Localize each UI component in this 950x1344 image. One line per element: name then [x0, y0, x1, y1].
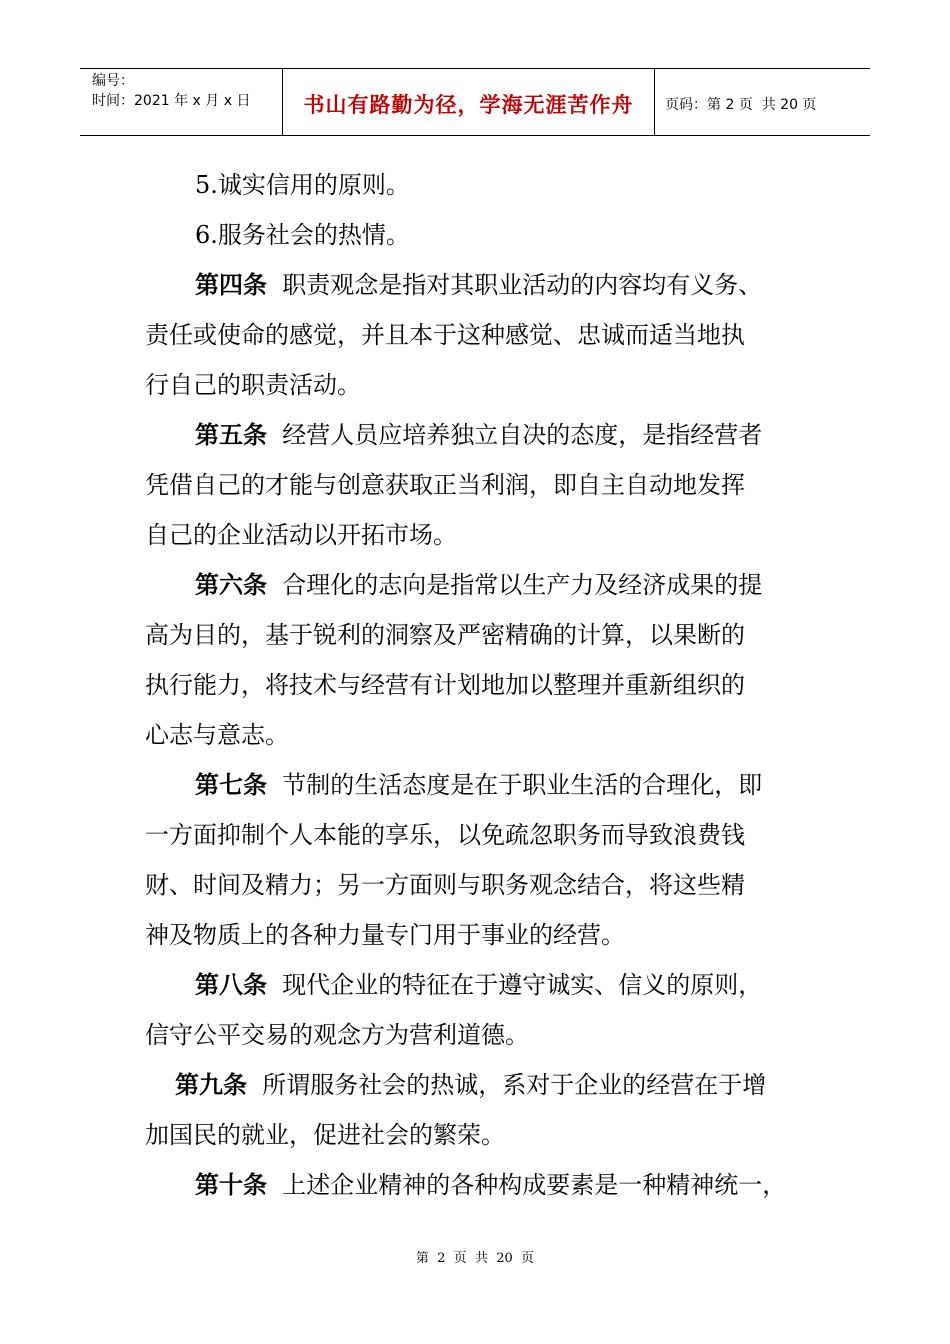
- article-6-line-2: 高为目的，基于锐利的洞察及严密精确的计算，以果断的: [145, 621, 745, 649]
- page-footer: 第 2 页 共 20 页: [415, 1251, 535, 1266]
- article-5-line-2: 凭借自己的才能与创意获取正当利润，即自主自动地发挥: [145, 471, 745, 499]
- article-8-title: 第八条: [195, 971, 267, 999]
- article-9-title: 第九条: [175, 1071, 247, 1099]
- header-motto-cell: [283, 69, 655, 135]
- article-4-title: 第四条: [195, 271, 267, 299]
- document-header: [80, 68, 870, 136]
- article-4-line-1: [195, 270, 762, 300]
- article-7-line-1: [195, 770, 762, 800]
- article-6-text-1: 合理化的志向是指常以生产力及经济成果的提: [267, 571, 763, 599]
- paragraph-item-5: 5.诚实信用的原则。: [195, 171, 410, 199]
- paragraph-item-6: 6.服务社会的热情。: [195, 221, 410, 249]
- header-page-label: 页码：第 2 页 共 20 页: [665, 97, 817, 113]
- article-6-title: 第六条: [195, 571, 267, 599]
- article-7-line-4: 神及物质上的各种力量专门用于事业的经营。: [145, 921, 625, 949]
- article-10-text-1: 上述企业精神的各种构成要素是一种精神统一，: [267, 1171, 787, 1199]
- header-page-cell: [655, 69, 870, 135]
- article-6-line-3: 执行能力，将技术与经营有计划地加以整理并重新组织的: [145, 671, 745, 699]
- article-5-text-1: 经营人员应培养独立自决的态度，是指经营者: [267, 421, 763, 449]
- document-number-label: 编号：: [92, 73, 134, 89]
- article-7-title: 第七条: [195, 771, 267, 799]
- article-8-line-2: 信守公平交易的观念方为营利道德。: [145, 1021, 529, 1049]
- article-9-line-1: [175, 1070, 766, 1100]
- article-9-line-2: 加国民的就业，促进社会的繁荣。: [145, 1121, 505, 1149]
- article-7-text-1: 节制的生活态度是在于职业生活的合理化，即: [267, 771, 763, 799]
- article-9-text-1: 所谓服务社会的热诚，系对于企业的经营在于增: [247, 1071, 767, 1099]
- header-meta-cell: [80, 69, 283, 135]
- article-4-text-1: 职责观念是指对其职业活动的内容均有义务、: [267, 271, 763, 299]
- article-7-line-2: 一方面抑制个人本能的享乐，以免疏忽职务而导致浪费钱: [145, 821, 745, 849]
- article-5-line-1: [195, 420, 762, 450]
- document-date-label: 时间：2021 年 x 月 x 日: [92, 93, 251, 109]
- article-8-line-1: [195, 970, 762, 1000]
- article-6-line-1: [195, 570, 762, 600]
- article-10-line-1: [195, 1170, 786, 1200]
- article-4-line-3: 行自己的职责活动。: [145, 371, 361, 399]
- article-7-line-3: 财、时间及精力；另一方面则与职务观念结合，将这些精: [145, 871, 745, 899]
- article-10-title: 第十条: [195, 1171, 267, 1199]
- article-5-title: 第五条: [195, 421, 267, 449]
- header-motto: 书山有路勤为径，学海无涯苦作舟: [303, 93, 634, 117]
- article-6-line-4: 心志与意志。: [145, 721, 289, 749]
- article-5-line-3: 自己的企业活动以开拓市场。: [145, 521, 457, 549]
- article-8-text-1: 现代企业的特征在于遵守诚实、信义的原则，: [267, 971, 763, 999]
- article-4-line-2: 责任或使命的感觉，并且本于这种感觉、忠诚而适当地执: [145, 321, 745, 349]
